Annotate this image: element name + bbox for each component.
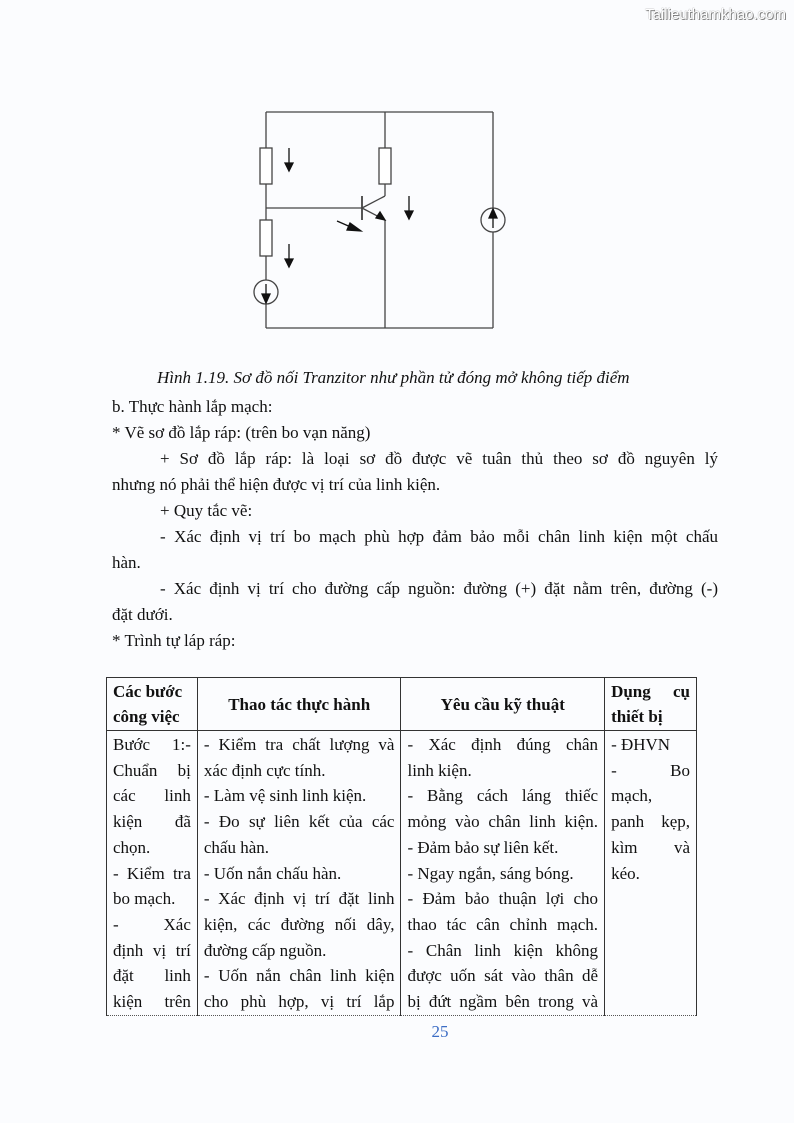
header-tools-equipment: Dụng cụ thiết bị xyxy=(605,678,697,731)
paragraph-line: hàn. xyxy=(112,553,141,572)
header-practice-operations: Thao tác thực hành xyxy=(197,678,401,731)
watermark: Tailieuthamkhao.com xyxy=(645,6,786,23)
body-text xyxy=(112,394,718,654)
paragraph-line: * Trình tự láp ráp: xyxy=(112,631,236,650)
paragraph-line: + Quy tắc vẽ: xyxy=(160,501,253,520)
cell-steps: Bước 1:- Chuẩn bị các linh kiện đã chọn. - Kiểm tra bo mạch. - Xác định vị trí đặt linh kiện trên xyxy=(107,731,198,1016)
paragraph-line: - Xác định vị trí bo mạch phù hợp đảm bảo mỗi chân linh kiện một chấu xyxy=(160,527,718,546)
resistor-r2-icon xyxy=(260,220,272,256)
paragraph-line: đặt dưới. xyxy=(112,605,173,624)
page-number: 25 xyxy=(431,1022,449,1041)
header-steps: Các bước công việc xyxy=(107,678,198,731)
table-header-row xyxy=(107,678,697,731)
paragraph-line: - Xác định vị trí cho đường cấp nguồn: đường (+) đặt nằm trên, đường (-) xyxy=(160,579,718,598)
figure-caption: Hình 1.19. Sơ đồ nối Tranzitor như phần tử đóng mở không tiếp điểm xyxy=(157,368,630,387)
resistor-r1-icon xyxy=(260,148,272,184)
header-technical-requirements: Yêu cầu kỹ thuật xyxy=(401,678,605,731)
transistor-switch-circuit-diagram xyxy=(240,100,510,340)
paragraph-line: + Sơ đồ lắp ráp: là loại sơ đồ được vẽ tuân thủ theo sơ đồ nguyên lý xyxy=(160,449,718,468)
table-row xyxy=(107,731,697,1016)
cell-practice-operations: - Kiểm tra chất lượng và xác định cực tính. - Làm vệ sinh linh kiện. - Đo sự liên kết của các chấu hàn. - Uốn nắn chấu hàn. - Xác định vị trí đặt linh kiện, các đường nối dây, đường cấp nguồn. - Uốn nắn chân linh kiện cho phù hợp, vị trí lắp xyxy=(197,731,401,1016)
section-heading: b. Thực hành lắp mạch: xyxy=(112,397,273,416)
resistor-rc-icon xyxy=(379,148,391,184)
cell-technical-requirements: - Xác định đúng chân linh kiện. - Bằng cách láng thiếc mỏng vào chân linh kiện. - Đảm bảo sự liên kết. - Ngay ngắn, sáng bóng. - Đảm bảo thuận lợi cho thao tác cân chỉnh mạch. - Chân linh kiện không được uốn sát vào thân dễ bị đứt ngầm bên trong và xyxy=(401,731,605,1016)
cell-tools-equipment: - ĐHVN - Bo mạch, panh kẹp, kìm và kéo. xyxy=(605,731,697,1016)
paragraph-line: * Vẽ sơ đồ lắp ráp: (trên bo vạn năng) xyxy=(112,423,371,442)
assembly-steps-table xyxy=(106,677,697,1016)
paragraph-line: nhưng nó phải thể hiện được vị trí của linh kiện. xyxy=(112,475,441,494)
